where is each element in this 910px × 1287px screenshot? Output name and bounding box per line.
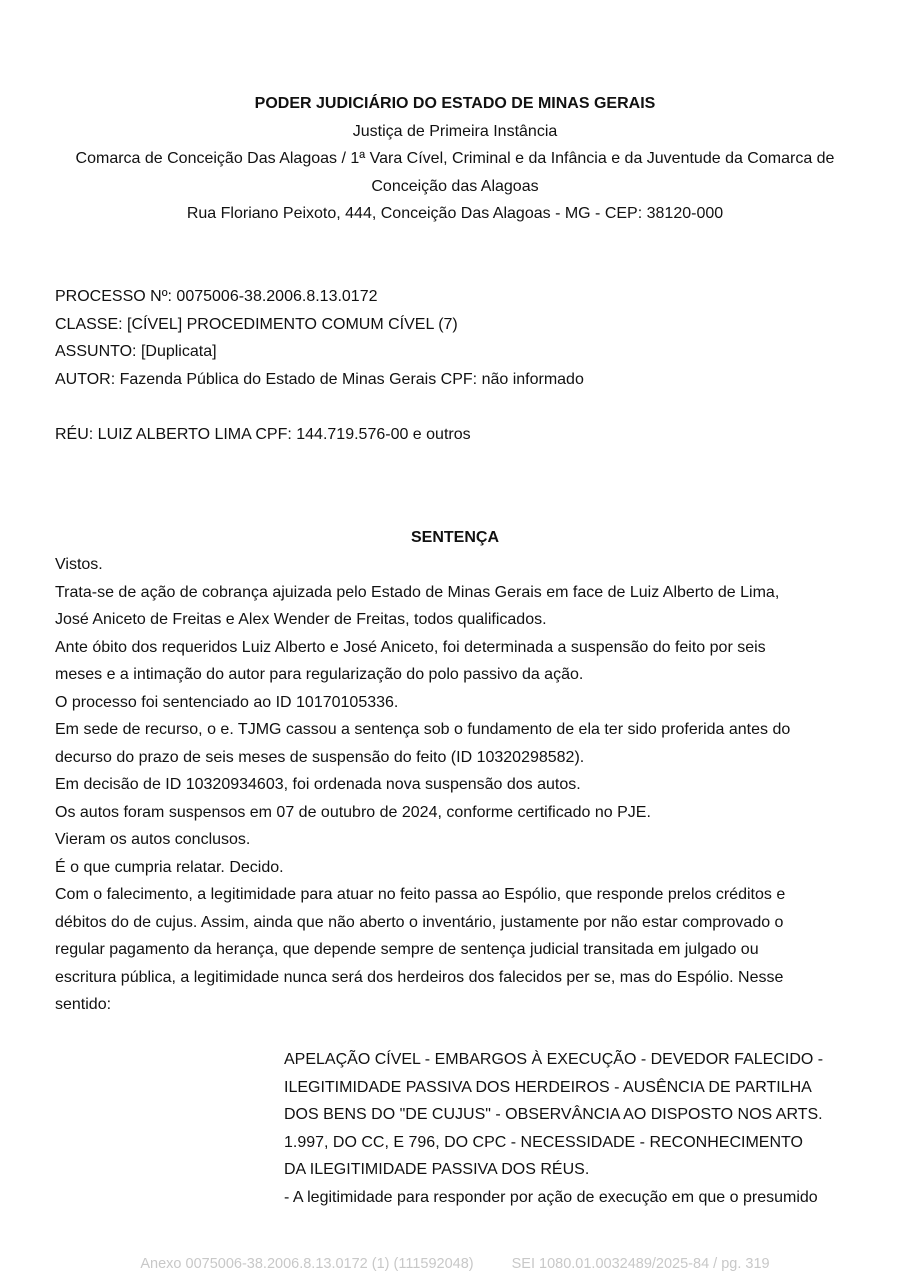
- body-line: Em sede de recurso, o e. TJMG cassou a sentença sob o fundamento de ela ter sido proferida antes do: [55, 721, 791, 738]
- body-line: Vistos.: [55, 556, 103, 573]
- quote-line: 1.997, DO CC, E 796, DO CPC - NECESSIDADE - RECONHECIMENTO: [284, 1133, 803, 1151]
- sentence-body: [55, 551, 855, 1019]
- body-line: Trata-se de ação de cobrança ajuizada pelo Estado de Minas Gerais em face de Luiz Alberto de Lima,: [55, 583, 780, 601]
- body-line: Com o falecimento, a legitimidade para atuar no feito passa ao Espólio, que responde prelos créditos e: [55, 886, 786, 903]
- case-plaintiff: AUTOR: Fazenda Pública do Estado de Minas Gerais CPF: não informado: [55, 370, 584, 388]
- body-line: decurso do prazo de seis meses de suspensão do feito (ID 10320298582).: [55, 748, 585, 766]
- court-instance: Justiça de Primeira Instância: [352, 122, 558, 140]
- body-line: José Aniceto de Freitas e Alex Wender de Freitas, todos qualificados.: [55, 611, 547, 628]
- case-metadata: [55, 283, 855, 448]
- body-line: Ante óbito dos requeridos Luiz Alberto e José Aniceto, foi determinada a suspensão do feito por seis: [55, 638, 766, 656]
- quote-line: APELAÇÃO CÍVEL - EMBARGOS À EXECUÇÃO - DEVEDOR FALECIDO -: [284, 1051, 824, 1068]
- quote-line: ILEGITIMIDADE PASSIVA DOS HERDEIROS - AUSÊNCIA DE PARTILHA: [284, 1078, 812, 1096]
- footer-annex-reference: Anexo 0075006-38.2006.8.13.0172 (1) (111592048): [140, 1256, 474, 1272]
- quote-line: DOS BENS DO "DE CUJUS" - OBSERVÂNCIA AO DISPOSTO NOS ARTS.: [284, 1106, 823, 1123]
- quote-line: - A legitimidade para responder por ação de execução em que o presumido: [284, 1188, 818, 1206]
- sentence-title: SENTENÇA: [410, 529, 499, 546]
- case-subject: ASSUNTO: [Duplicata]: [55, 343, 217, 360]
- page-footer: [0, 1256, 910, 1272]
- case-defendant: RÉU: LUIZ ALBERTO LIMA CPF: 144.719.576-00 e outros: [55, 425, 471, 443]
- body-line: Vieram os autos conclusos.: [55, 831, 251, 848]
- case-number: PROCESSO Nº: 0075006-38.2006.8.13.0172: [55, 288, 378, 305]
- court-header: [55, 90, 855, 228]
- body-line: Em decisão de ID 10320934603, foi ordenada nova suspensão dos autos.: [55, 776, 581, 793]
- body-line: É o que cumpria relatar. Decido.: [55, 858, 284, 876]
- body-line: débitos do de cujus. Assim, ainda que não aberto o inventário, justamente por não estar comprovado o: [55, 913, 784, 931]
- body-line: escritura pública, a legitimidade nunca será dos herdeiros dos falecidos per se, mas do Espólio. Nesse: [55, 968, 784, 986]
- case-class: CLASSE: [CÍVEL] PROCEDIMENTO COMUM CÍVEL (7): [55, 315, 458, 333]
- case-law-quote: [284, 1046, 859, 1211]
- body-line: O processo foi sentenciado ao ID 10170105336.: [55, 693, 399, 711]
- court-address: Rua Floriano Peixoto, 444, Conceição Das Alagoas - MG - CEP: 38120-000: [186, 205, 724, 222]
- body-line: meses e a intimação do autor para regularização do polo passivo da ação.: [55, 666, 584, 683]
- body-line: Os autos foram suspensos em 07 de outubro de 2024, conforme certificado no PJE.: [55, 803, 651, 821]
- comarca-line-2: Conceição das Alagoas: [371, 177, 539, 195]
- comarca-line-1: Comarca de Conceição Das Alagoas / 1ª Vara Cível, Criminal e da Infância e da Juventude da Comarca de: [75, 150, 835, 167]
- footer-sei-page-reference: SEI 1080.01.0032489/2025-84 / pg. 319: [511, 1256, 770, 1272]
- court-name: PODER JUDICIÁRIO DO ESTADO DE MINAS GERAIS: [254, 95, 656, 112]
- body-line: regular pagamento da herança, que depende sempre de sentença judicial transitada em julgado ou: [55, 941, 759, 958]
- spacer: [55, 393, 855, 421]
- quote-line: DA ILEGITIMIDADE PASSIVA DOS RÉUS.: [284, 1161, 590, 1178]
- body-line: sentido:: [55, 996, 112, 1013]
